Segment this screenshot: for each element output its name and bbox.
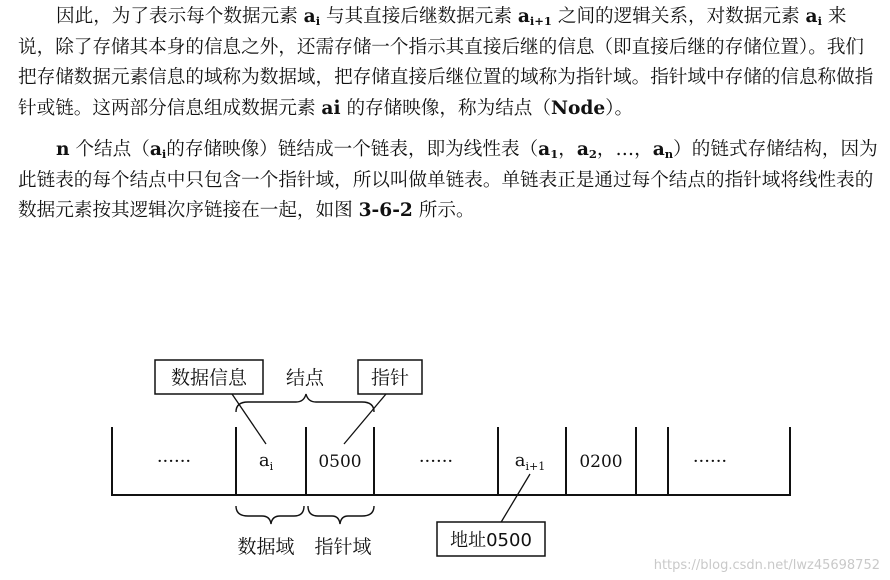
cell-pointer-0200: 0200 bbox=[579, 452, 623, 472]
cell-pointer-0500: 0500 bbox=[318, 452, 362, 472]
watermark: https://blog.csdn.net/lwz45698752 bbox=[653, 558, 880, 573]
pointer-field-brace bbox=[308, 506, 374, 524]
cell-dots-2: ······ bbox=[418, 451, 454, 472]
cell-dots-1: ······ bbox=[156, 451, 192, 472]
data-info-label: 数据信息 bbox=[170, 367, 248, 389]
pointer-field-label: 指针域 bbox=[314, 536, 372, 558]
cell-data-ai: $a_i$ bbox=[258, 450, 274, 473]
paragraph-1: 因此，为了表示每个数据元素 $a_i$ 与其直接后继数据元素 $a_{i+1}$ 之间的逻辑关系，对数据元素 $a_i$ 来说，除了存储其本身的信息之外，还需存储一个指示其直接后继的信息（即直接后继的存储位置）。我们把存储数据元素信息的域称为数据域，把存储直接后继位置的域称为指针域。指针域中存储的信息称做指针或链。这两部分信息组成数据元素 ai 的存储映像，称为结点（Node）。 bbox=[18, 6, 874, 119]
pointer-label: 指针 bbox=[370, 367, 410, 389]
node-brace bbox=[236, 394, 374, 412]
node-label: 结点 bbox=[285, 367, 325, 389]
data-field-label: 数据域 bbox=[237, 536, 295, 558]
cell-dots-3: ······ bbox=[692, 451, 728, 472]
data-field-brace bbox=[236, 506, 304, 524]
address-leader bbox=[500, 474, 530, 524]
paragraph-2: n 个结点（$a_i$的存储映像）链结成一个链表，即为线性表（$a_1$，$a_2$，…，$a_n$）的链式存储结构，因为此链表的每个结点中只包含一个指针域，所以叫做单链表。单链表正是通过每个结点的指针域将线性表的数据元素按其逻辑次序链接在一起，如图 3-6-2 所示。 bbox=[18, 139, 878, 221]
cell-data-ai1: $a_{i+1}$ bbox=[514, 450, 546, 473]
address-label: 地址0500 bbox=[450, 530, 532, 551]
